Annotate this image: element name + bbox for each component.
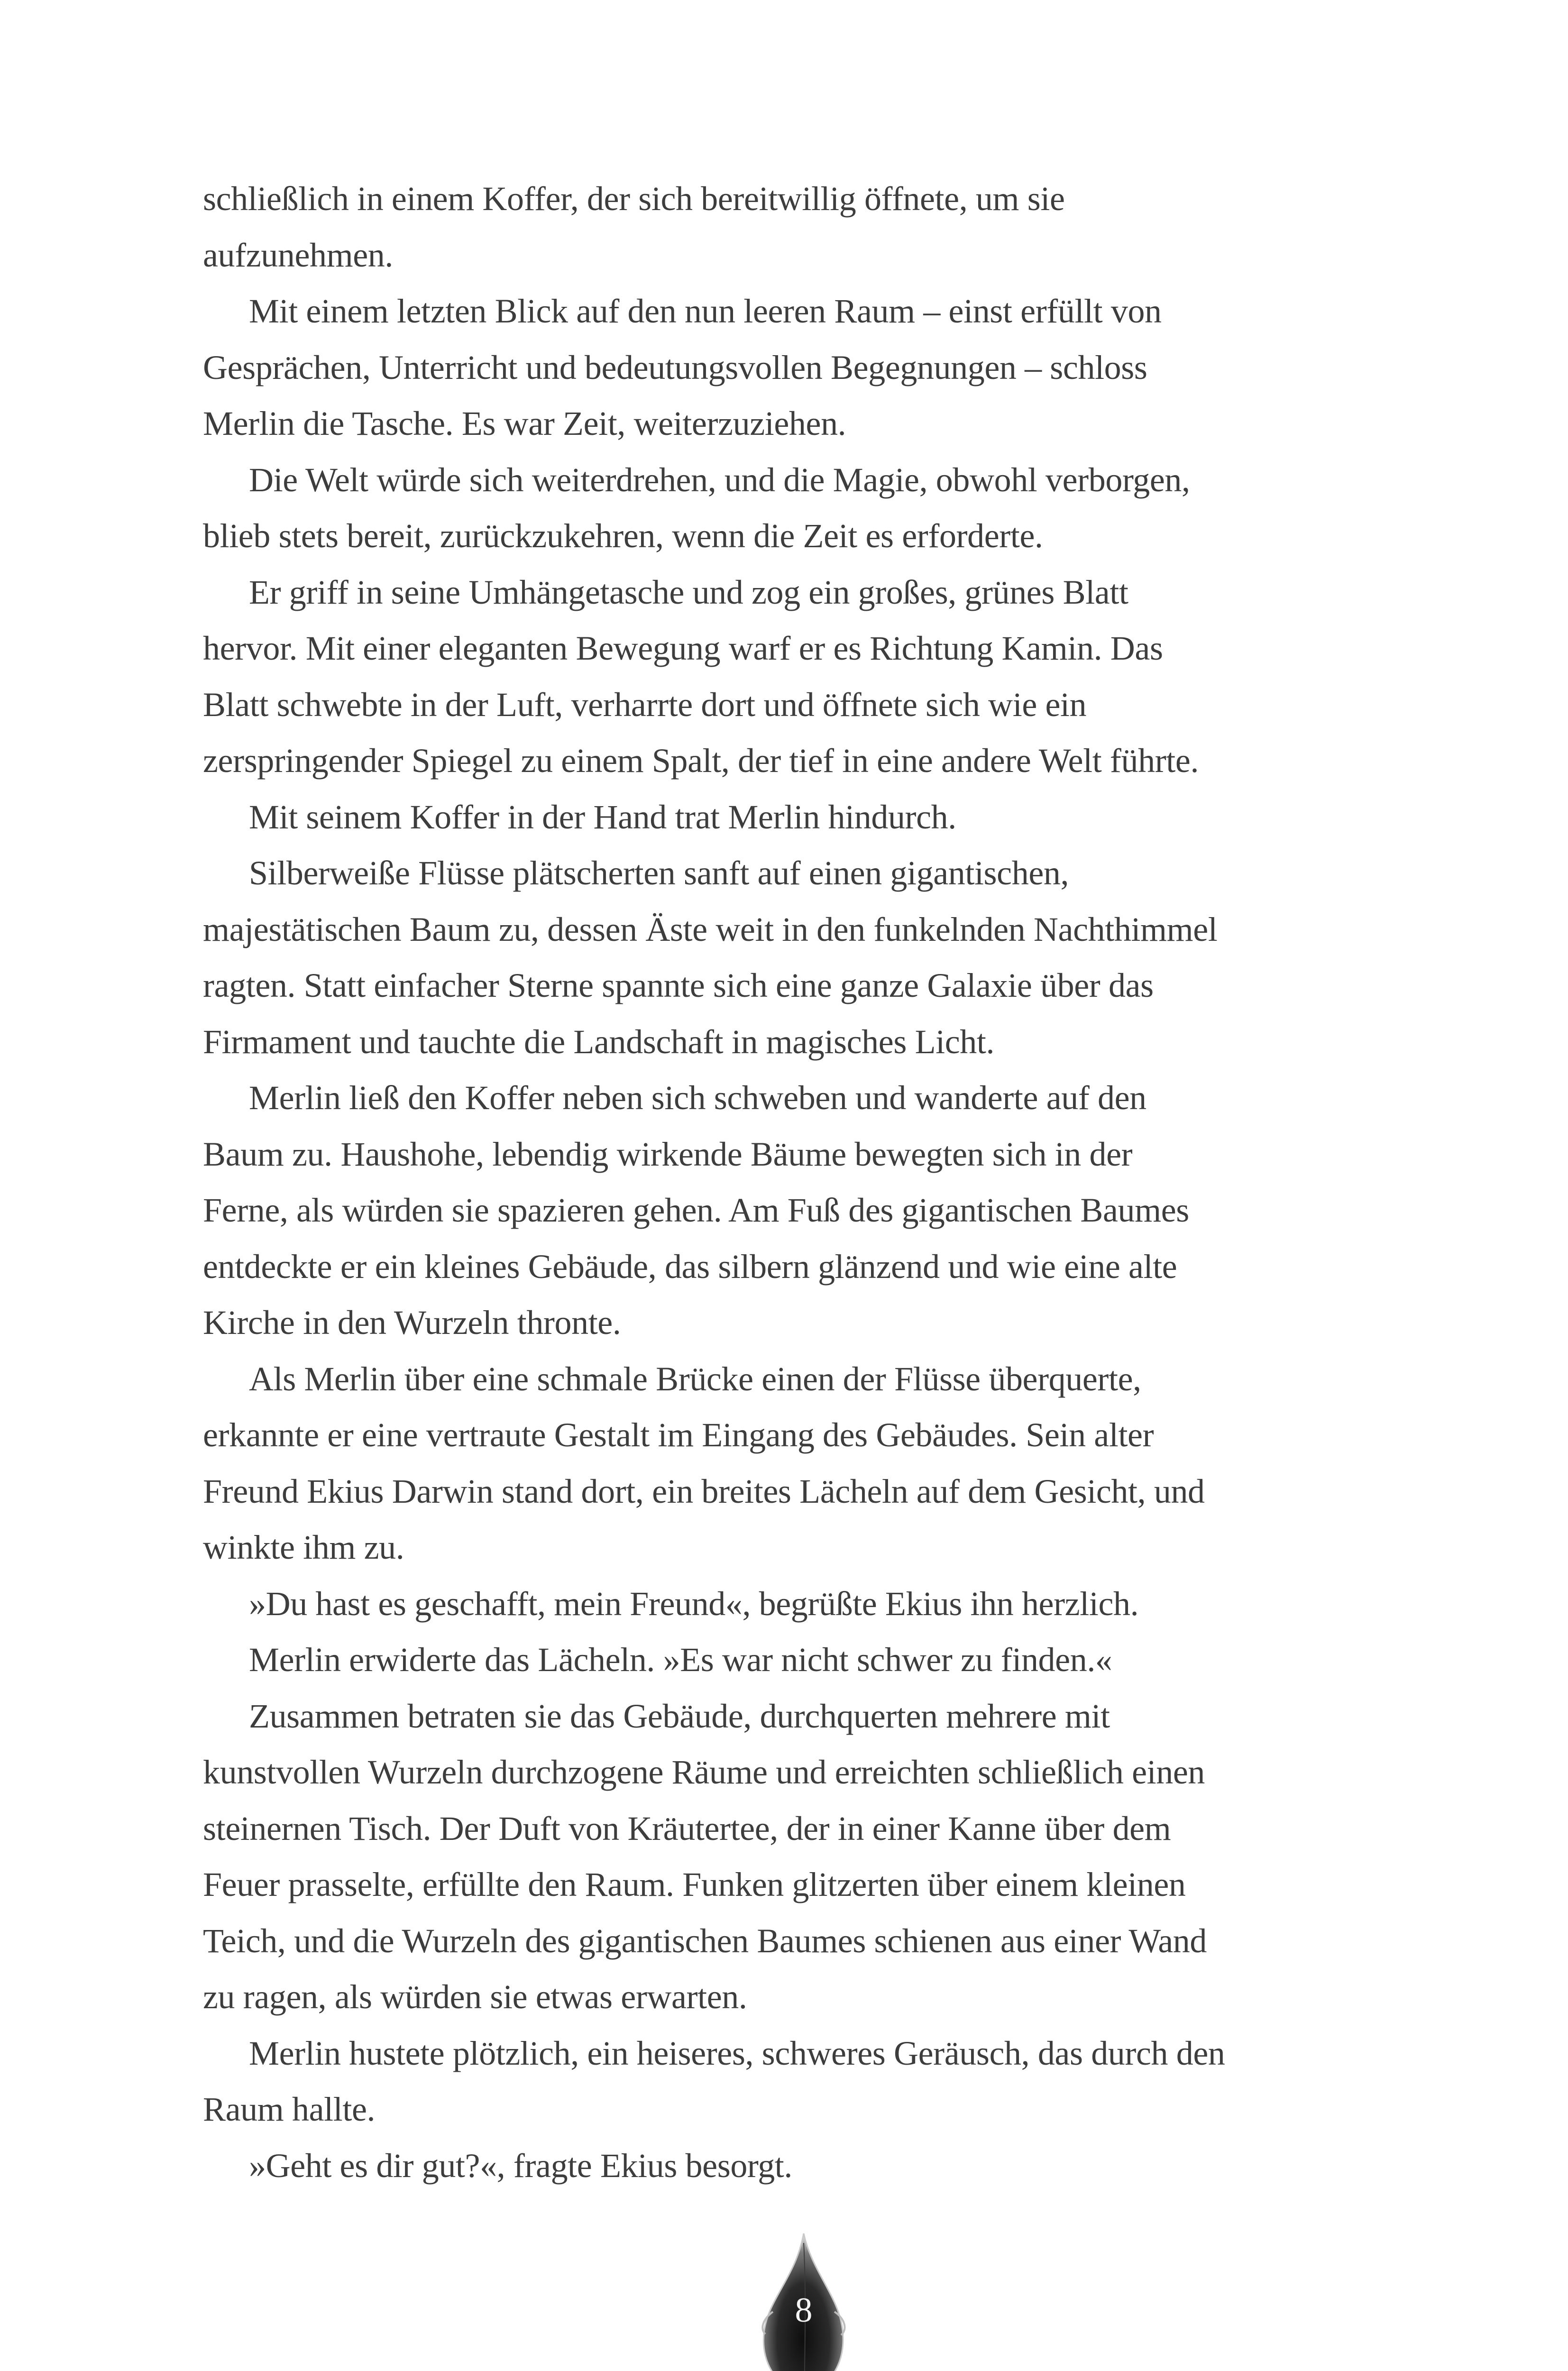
text-line: Blatt schwebte in der Luft, verharrte dort und öffnete sich wie ein (203, 685, 1087, 724)
text-line: Feuer prasselte, erfüllte den Raum. Funken glitzerten über einem kleinen (203, 1866, 1186, 1903)
text-line: majestätischen Baum zu, dessen Äste weit in den funkelnden Nachthimmel (203, 910, 1218, 948)
text-line: Kirche in den Wurzeln thronte. (203, 1304, 621, 1342)
paragraph-first-line: Zusammen betraten sie das Gebäude, durchquerten mehrere mit (249, 1697, 1110, 1735)
paragraph-first-line: »Du hast es geschafft, mein Freund«, begrüßte Ekius ihn herzlich. (249, 1584, 1139, 1623)
paragraph-first-line: Merlin ließ den Koffer neben sich schweben und wanderte auf den (249, 1079, 1146, 1117)
paragraph-first-line: Silberweiße Flüsse plätscherten sanft auf einen gigantischen, (249, 854, 1069, 892)
text-line: entdeckte er ein kleines Gebäude, das silbern glänzend und wie eine alte (203, 1247, 1177, 1286)
text-line: Raum hallte. (203, 2090, 376, 2128)
text-line: zu ragen, als würden sie etwas erwarten. (203, 1978, 747, 2016)
paragraph-first-line: Merlin erwiderte das Lächeln. »Es war nicht schwer zu finden.« (249, 1641, 1112, 1679)
paragraph-first-line: Als Merlin über eine schmale Brücke einen der Flüsse überquerte, (249, 1360, 1141, 1398)
text-line: kunstvollen Wurzeln durchzogene Räume und erreichten schließlich einen (203, 1753, 1205, 1791)
text-line: Firmament und tauchte die Landschaft in magisches Licht. (203, 1022, 995, 1061)
paragraph-first-line: Mit seinem Koffer in der Hand trat Merlin hindurch. (249, 798, 956, 836)
paragraph-first-line: Die Welt würde sich weiterdrehen, und die Magie, obwohl verborgen, (249, 460, 1190, 499)
text-line: Freund Ekius Darwin stand dort, ein breites Lächeln auf dem Gesicht, und (203, 1472, 1205, 1510)
paragraph-first-line: Merlin hustete plötzlich, ein heiseres, schweres Geräusch, das durch den (249, 2034, 1225, 2072)
paragraph-first-line: Mit einem letzten Blick auf den nun leeren Raum – einst erfüllt von (249, 292, 1162, 330)
paragraph-first-line: Er griff in seine Umhängetasche und zog ein großes, grünes Blatt (249, 573, 1128, 611)
text-line: Gesprächen, Unterricht und bedeutungsvollen Begegnungen – schloss (203, 348, 1147, 386)
text-line: steinernen Tisch. Der Duft von Kräutertee, der in einer Kanne über dem (203, 1809, 1171, 1847)
text-line: hervor. Mit einer eleganten Bewegung warf er es Richtung Kamin. Das (203, 629, 1163, 667)
text-line: schließlich in einem Koffer, der sich bereitwillig öffnete, um sie (203, 180, 1065, 218)
text-line: Ferne, als würden sie spazieren gehen. Am Fuß des gigantischen Baumes (203, 1191, 1189, 1229)
text-line: winkte ihm zu. (203, 1528, 404, 1566)
text-line: ragten. Statt einfacher Sterne spannte sich eine ganze Galaxie über das (203, 966, 1154, 1004)
text-line: blieb stets bereit, zurückzukehren, wenn die Zeit es erforderte. (203, 517, 1043, 555)
body-text (203, 171, 1369, 2194)
text-line: Baum zu. Haushohe, lebendig wirkende Bäume bewegten sich in der (203, 1135, 1133, 1173)
page-number: 8 (795, 2291, 813, 2330)
paragraph-first-line: »Geht es dir gut?«, fragte Ekius besorgt. (249, 2146, 793, 2185)
text-line: erkannte er eine vertraute Gestalt im Eingang des Gebäudes. Sein alter (203, 1416, 1154, 1454)
text-line: Teich, und die Wurzeln des gigantischen Baumes schienen aus einer Wand (203, 1921, 1207, 1960)
text-line: zerspringender Spiegel zu einem Spalt, der tief in eine andere Welt führte. (203, 742, 1199, 780)
text-line: aufzunehmen. (203, 236, 394, 274)
text-line: Merlin die Tasche. Es war Zeit, weiterzuziehen. (203, 404, 846, 442)
